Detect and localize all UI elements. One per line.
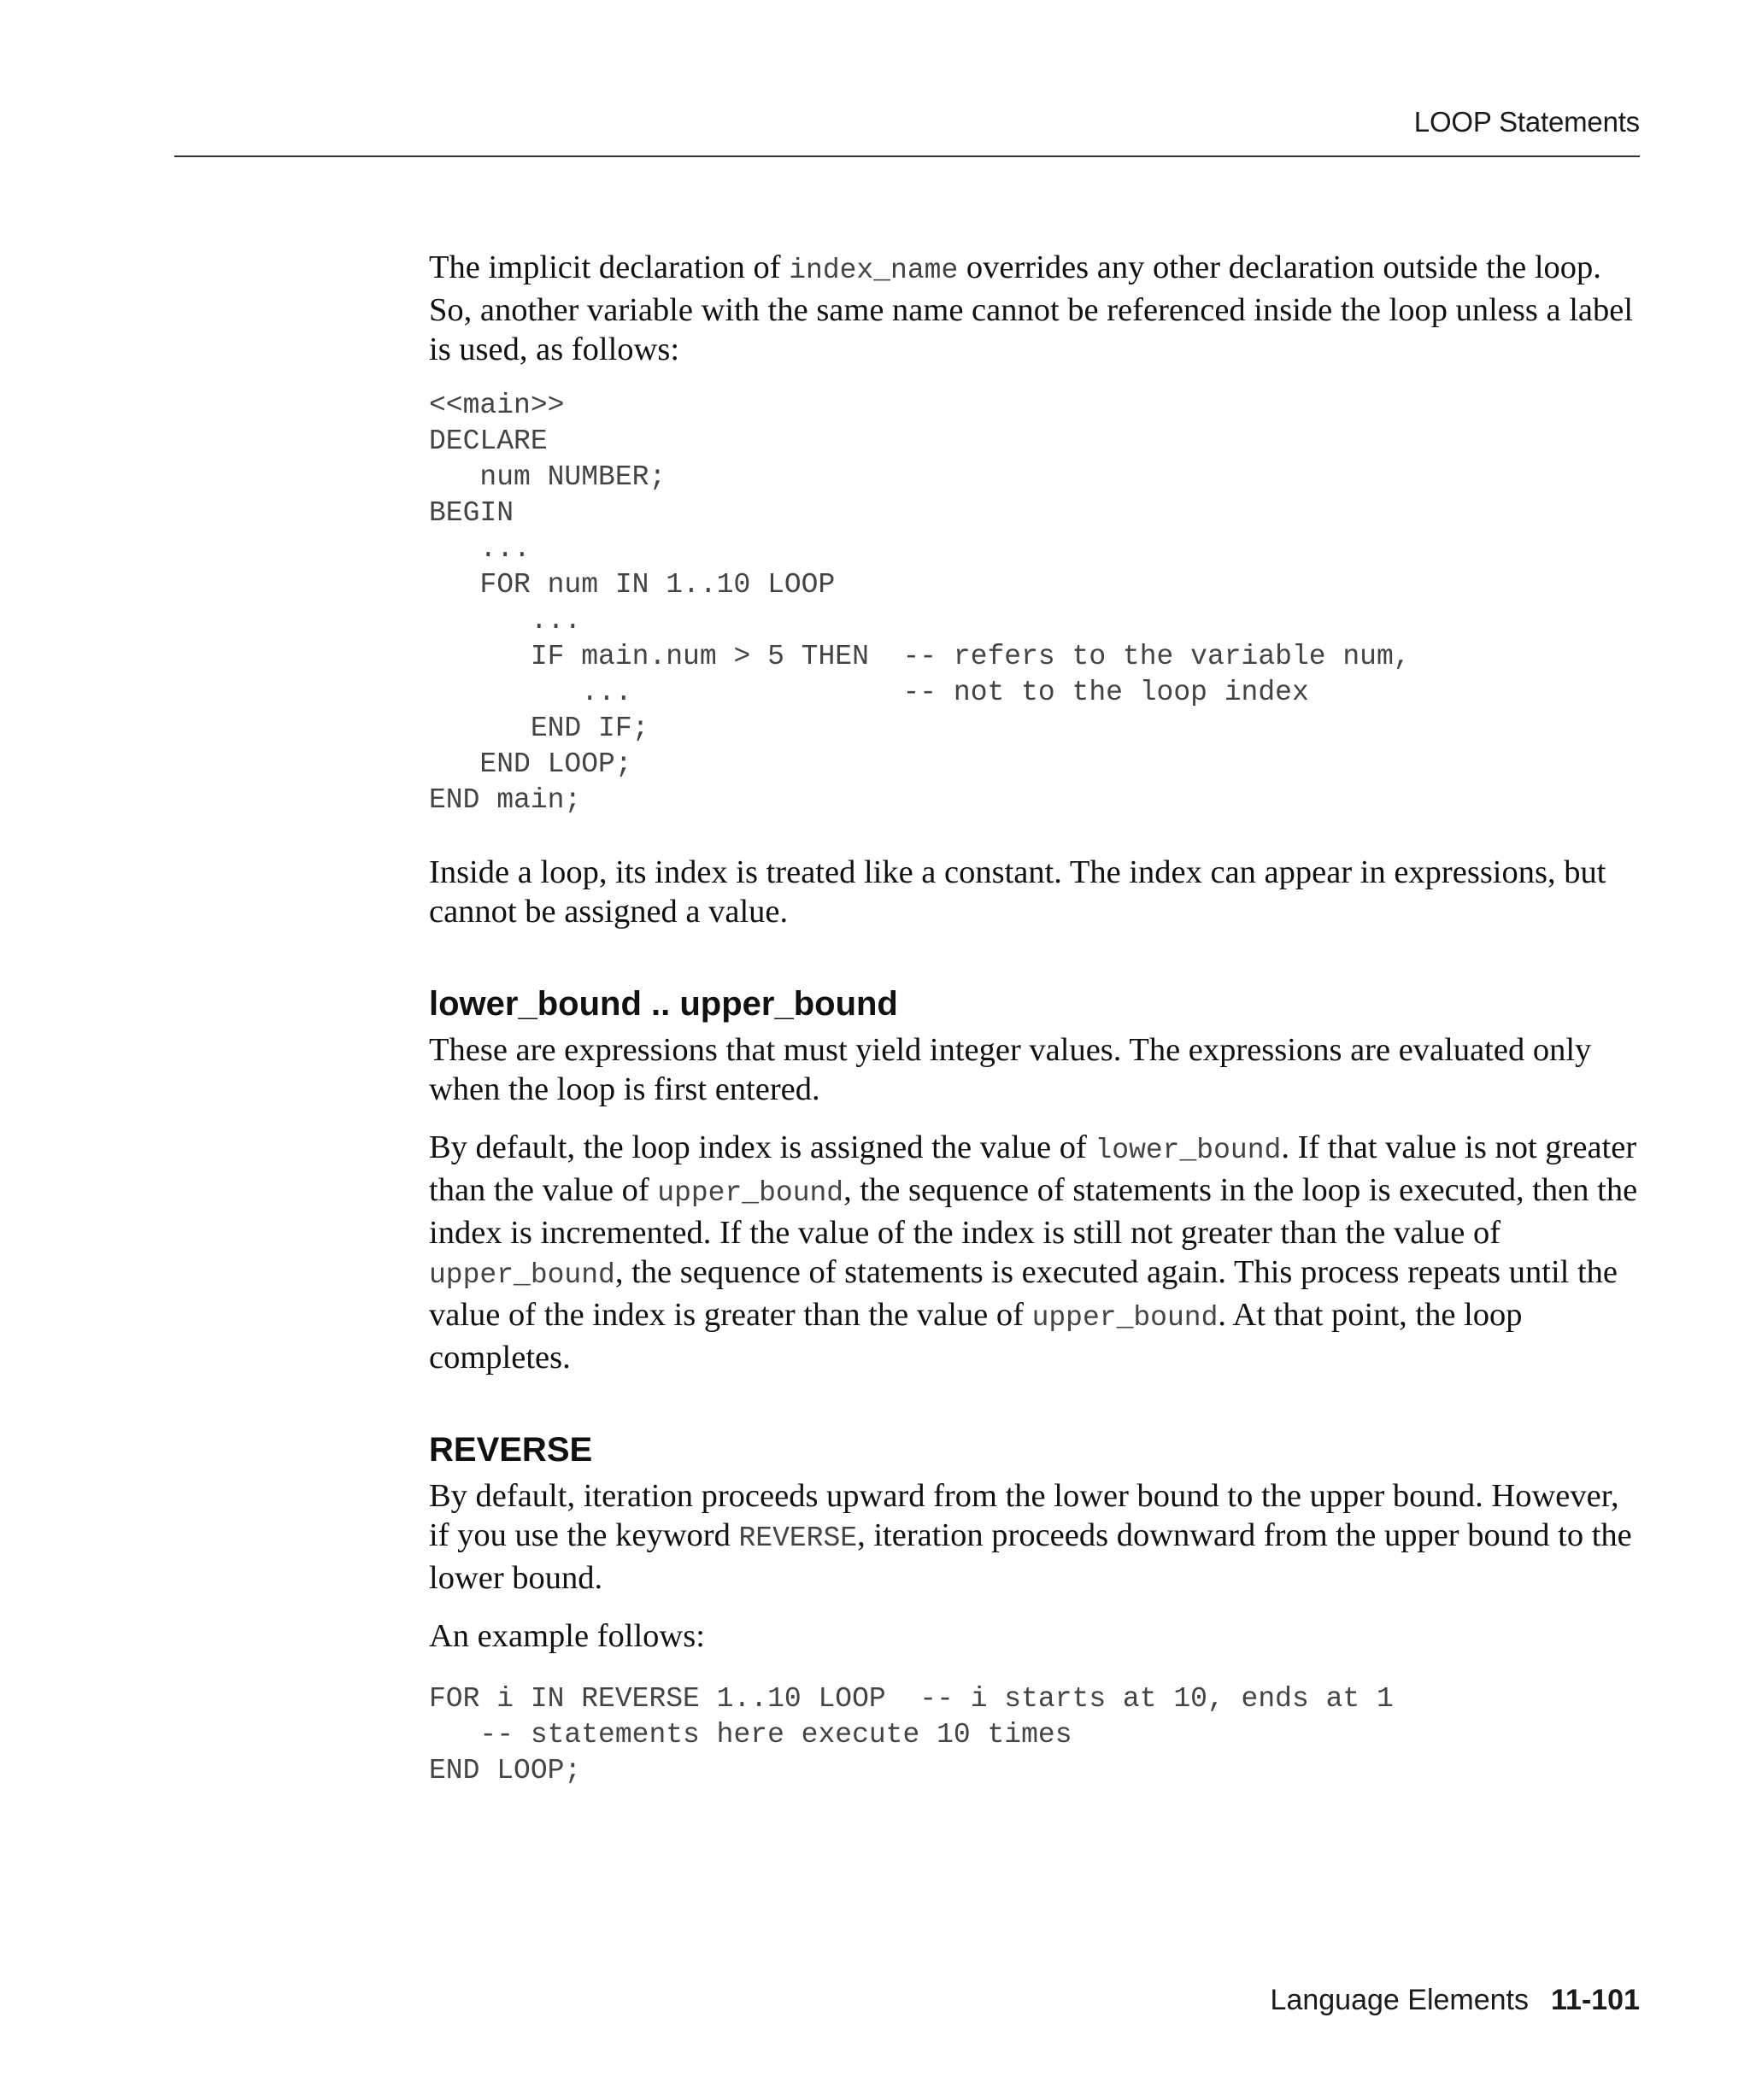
section-heading-reverse: REVERSE — [429, 1431, 593, 1469]
text-run: . At that point, the loop completes. — [429, 1297, 1523, 1376]
inline-code: REVERSE — [738, 1522, 858, 1554]
page-number: 11-101 — [1551, 1984, 1640, 2016]
code-example-reverse: FOR i IN REVERSE 1..10 LOOP -- i starts at 10, ends at 1 -- statements here execute 10 times END LOOP; — [429, 1683, 1394, 1786]
index-constant-paragraph: Inside a loop, its index is treated like a constant. The index can appear in expressions, but cannot be assigned a value. — [429, 854, 1606, 930]
text-run: , the sequence of statements in the loop is executed, then the index is incremented. If the value of the index is still not greater than the value of — [429, 1172, 1638, 1251]
header-rule — [174, 155, 1640, 157]
index-name-paragraph — [429, 248, 1642, 369]
text-run: By default, the loop index is assigned the value of — [429, 1129, 1095, 1165]
bounds-paragraph-1: These are expressions that must yield integer values. The expressions are evaluated only when the loop is first entered. — [429, 1032, 1592, 1107]
inline-code: index_name — [789, 255, 959, 286]
text-run: , the sequence of statements is executed again. This process repeats until the value of the index is greater than the value of — [429, 1254, 1618, 1333]
inline-code: upper_bound — [1031, 1302, 1219, 1334]
text-run: overrides any other declaration outside the loop. So, another variable with the same name cannot be referenced inside the loop unless a label is used, as follows: — [429, 249, 1634, 367]
text-run: . If that value is not greater than the value of — [429, 1129, 1637, 1208]
page-body — [429, 248, 1642, 1823]
inline-code: lower_bound — [1095, 1135, 1282, 1166]
text-run: The implicit declaration of — [429, 249, 790, 285]
example-intro: An example follows: — [429, 1618, 705, 1654]
reverse-paragraph — [429, 1476, 1642, 1598]
text-run: , iteration proceeds downward from the upper bound to the lower bound. — [429, 1517, 1632, 1596]
inline-code: upper_bound — [657, 1177, 844, 1209]
footer-section-name: Language Elements — [1270, 1984, 1529, 2016]
text-run: By default, iteration proceeds upward from the lower bound to the upper bound. However, if you use the keyword — [429, 1478, 1619, 1553]
inline-code: upper_bound — [429, 1259, 615, 1291]
code-example-label-scope: <<main>> DECLARE num NUMBER; BEGIN ... FOR num IN 1..10 LOOP ... IF main.num > 5 THEN -- refers to the variable num, ... -- not to the loop index END IF; END LOOP; END main; — [429, 390, 1411, 816]
page-footer — [1271, 1984, 1640, 2017]
running-header-title: LOOP Statements — [1413, 106, 1640, 138]
bounds-paragraph-2 — [429, 1128, 1642, 1377]
section-heading-bounds: lower_bound .. upper_bound — [429, 985, 898, 1023]
